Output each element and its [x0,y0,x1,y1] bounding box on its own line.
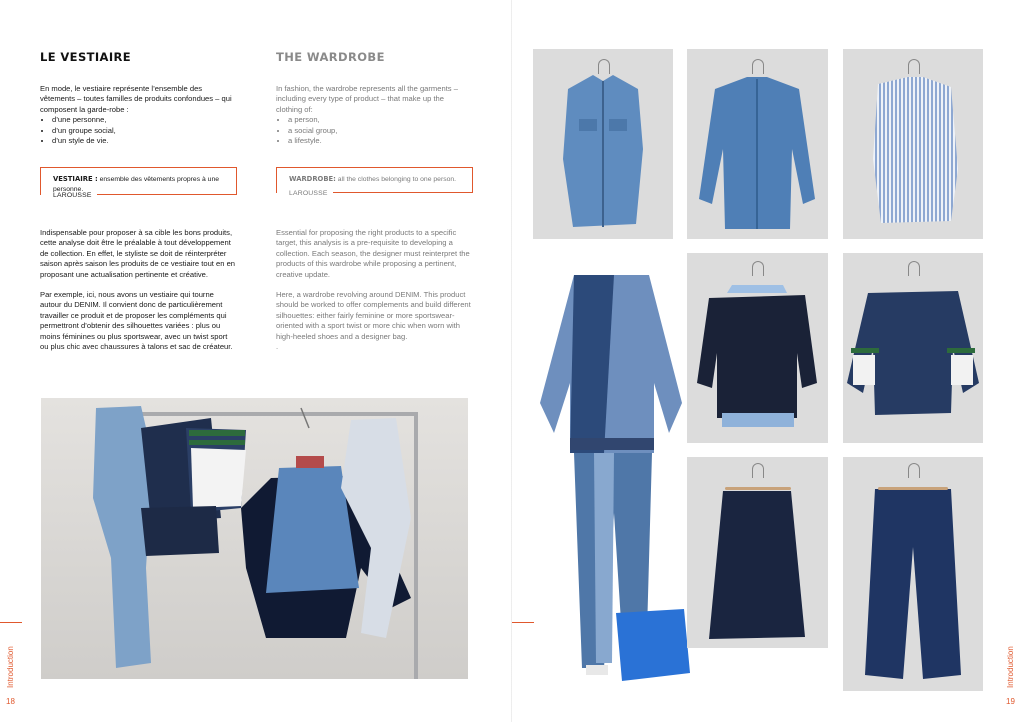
right-page [512,0,1023,722]
french-paragraph-2: Par exemple, ici, nous avons un vestiaire qui tourne autour du DENIM. Il convient donc de particulièrement travailler ce produit et de proposer les compléments qui permettront d’obtenir des silhouettes variées : plus ou moins féminines ou plus sportswear, avec un twist sport ou plus chic avec chaussures à talons et sac de créateur. [40,290,233,352]
english-bullet: • a lifestyle. [288,136,472,146]
hanger-hook-icon [752,463,764,478]
english-body [276,228,472,352]
french-bullet: • d’un groupe social, [52,126,236,136]
patchwork-top-illustration [843,253,983,443]
english-intro: In fashion, the wardrobe represents all the garments – including every type of product – that make up the clothing of: [276,84,458,114]
french-title: LE VESTIAIRE [40,50,132,64]
french-bullet-list [40,115,236,146]
photo-navy-trousers [843,457,983,691]
clothing-rack-photo [41,398,468,679]
french-source: LAROUSSE [41,192,97,199]
photo-denim-shirt [687,49,828,239]
english-definition-box [276,167,473,197]
wooden-hanger [878,487,948,490]
english-bullet-list [276,115,472,146]
photo-model-denim-look [534,253,690,689]
denim-shirt-illustration [687,49,828,239]
english-paragraph-2: Here, a wardrobe revolving around DENIM. This product should be worked to offer complements and build different silhouettes: either fairly feminine or more sportswear-oriented with a sport twist or more chic when worn with high-heeled shoes and a designer bag. [276,290,471,341]
striped-top-illustration [843,49,983,239]
navy-skirt-illustration [687,457,828,648]
english-definition [289,175,459,185]
english-bullet: • a social group, [288,126,472,136]
clothing-rack-illustration [41,398,468,679]
hanger-hook-icon [908,463,920,478]
navy-sweater-illustration [687,253,828,443]
english-title: THE WARDROBE [276,50,385,64]
photo-patchwork-top [843,253,983,443]
hanger-hook-icon [598,59,610,74]
side-tab-right [512,622,534,721]
french-bullet: • d’une personne, [52,115,236,125]
french-definition-text: ensemble des vêtements propres à une personne. [53,176,220,193]
french-column [40,50,236,146]
english-paragraph-1: Essential for proposing the right products to a specific target, this analysis is a pre-requisite to developing a collection. Each season, the designer must reinterpret the products of this wardrobe while proposing a pertinent, creative update. [276,228,470,279]
side-label-left: Introduction [6,646,15,688]
model-look-illustration [534,253,690,689]
english-paragraph-tail: . [276,342,279,352]
french-bullet: • d’un style de vie. [52,136,236,146]
page-number-right: 19 [1006,697,1015,706]
photo-navy-skirt [687,457,828,648]
english-source: LAROUSSE [277,190,333,197]
navy-trousers-illustration [843,457,983,691]
hanger-hook-icon [752,261,764,276]
hanger-hook-icon [752,59,764,74]
page-number-left: 18 [6,697,15,706]
english-definition-term: WARDROBE: [289,175,336,183]
english-definition-text: all the clothes belonging to one person. [335,176,457,183]
hanger-hook-icon [908,59,920,74]
left-page [0,0,511,722]
french-body [40,228,236,352]
photo-striped-top [843,49,983,239]
french-definition-box [40,167,237,199]
french-paragraph-1: Indispensable pour proposer à sa cible les bons produits, cette analyse doit être le préalable à tout développement de collection. En effet, le styliste se doit de réinterpréter saison après saison les produits de ce vestiaire tout en en proposant une actualisation pertinente et créative. [40,228,236,279]
french-definition-term: VESTIAIRE : [53,175,98,183]
french-intro: En mode, le vestiaire représente l’ensemble des vêtements – toutes familles de produits confondues – qui composent la garde-robe : [40,84,232,114]
denim-vest-illustration [533,49,673,239]
english-column [276,50,472,146]
side-label-right: Introduction [1006,646,1015,688]
english-bullet: • a person, [288,115,472,125]
photo-navy-sweater [687,253,828,443]
wooden-hanger [725,487,791,490]
photo-denim-vest [533,49,673,239]
hanger-hook-icon [908,261,920,276]
